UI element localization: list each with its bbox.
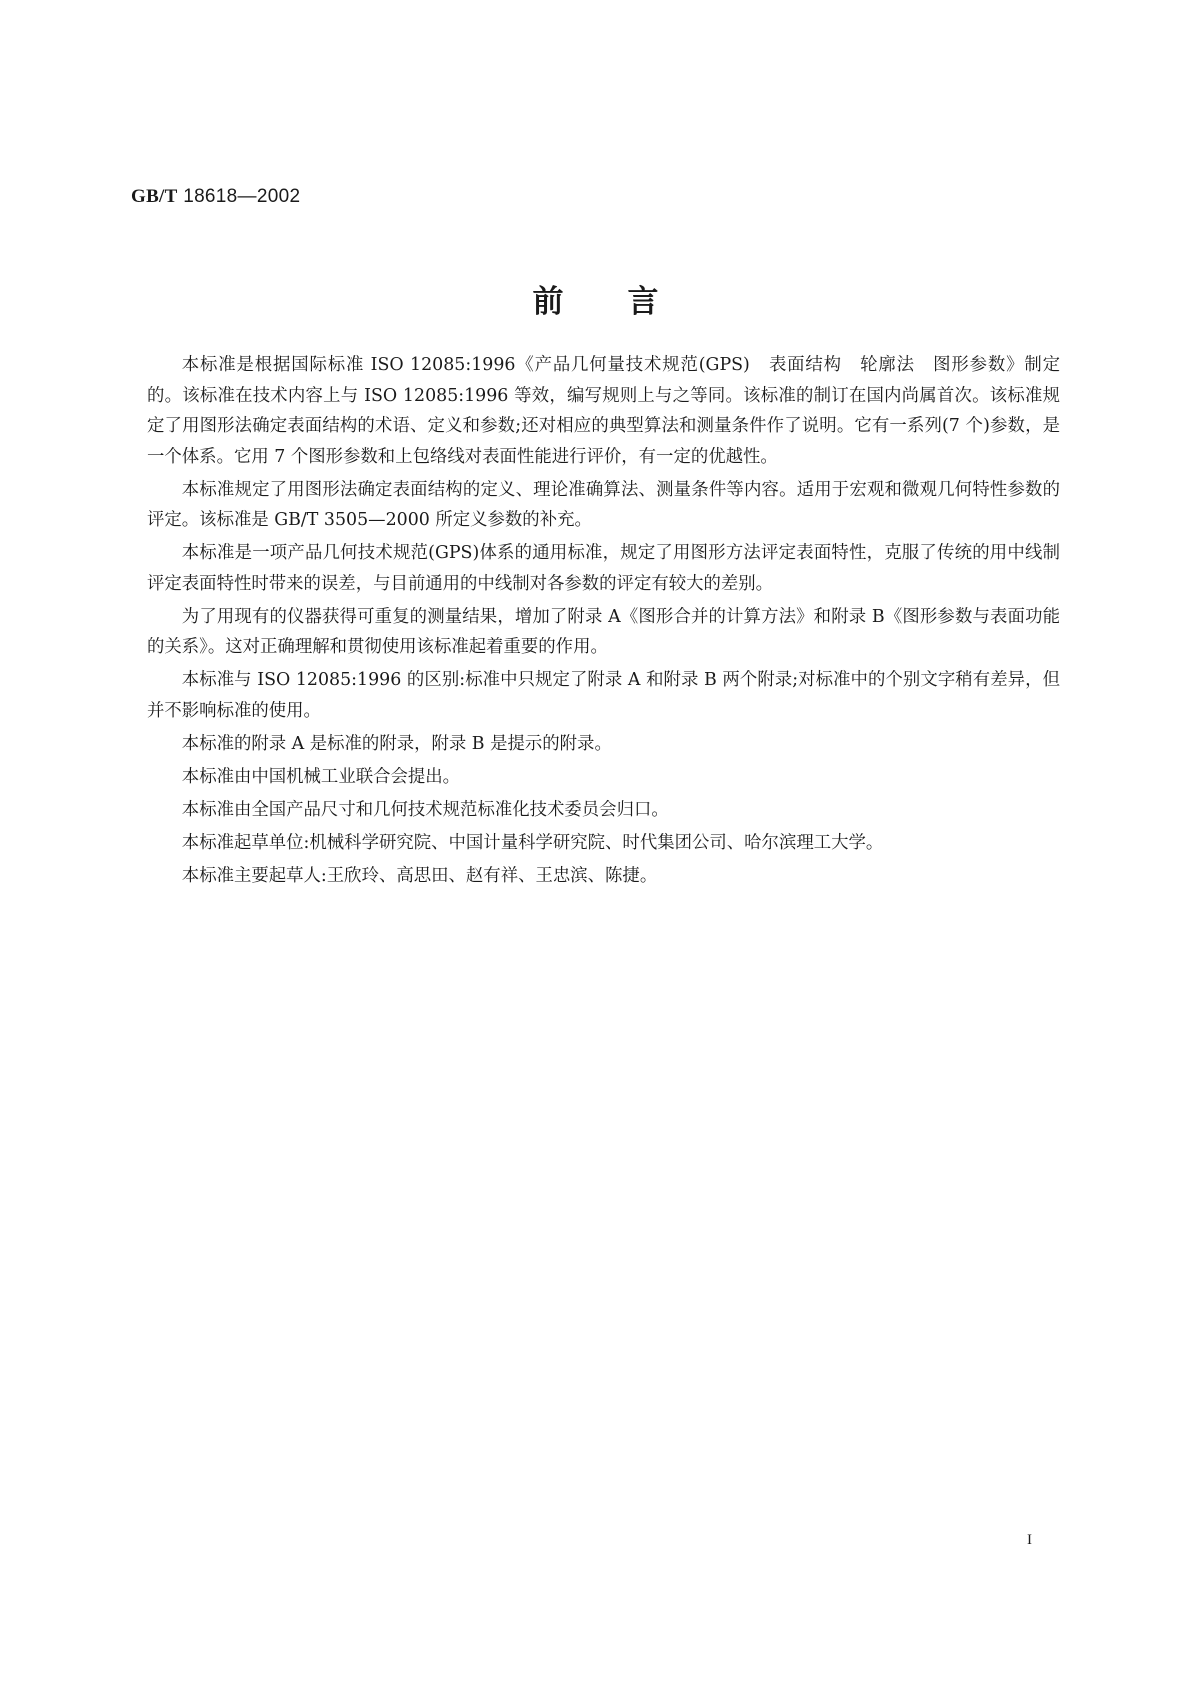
- standard-code-prefix: GB/T: [131, 186, 178, 207]
- paragraph-general-standard: 本标准是一项产品几何技术规范(GPS)体系的通用标准，规定了用图形方法评定表面特性，克服了传统的用中线制评定表面特性时带来的误差，与目前通用的中线制对各参数的评定有较大的差别。: [147, 543, 1060, 594]
- standard-code-number: 18618—2002: [183, 186, 301, 207]
- paragraph-centralized-by: 本标准由全国产品尺寸和几何技术规范标准化技术委员会归口。: [181, 799, 669, 820]
- paragraph-drafting-units: 本标准起草单位:机械科学研究院、中国计量科学研究院、时代集团公司、哈尔滨理工大学。: [181, 832, 884, 853]
- standard-code-header: [131, 186, 300, 208]
- page-number: I: [1027, 1532, 1032, 1548]
- paragraph-basis: 本标准是根据国际标准 ISO 12085:1996《产品几何量技术规范(GPS) 表面结构 轮廓法 图形参数》制定的。该标准在技术内容上与 ISO 12085:1996 等效，编写规则上与之等同。该标准的制订在国内尚属首次。该标准规定了用图形法确定表面结构的术语、定义和参数;还对相应的典型算法和测量条件作了说明。它有一系列(7 个)参数，是一个体系。它用 7 个图形参数和上包络线对表面性能进行评价，有一定的优越性。: [147, 355, 1060, 467]
- paragraph-proposed-by: 本标准由中国机械工业联合会提出。: [181, 766, 461, 787]
- paragraph-annex-status: 本标准的附录 A 是标准的附录，附录 B 是提示的附录。: [181, 733, 612, 754]
- paragraph-differences: 本标准与 ISO 12085:1996 的区别:标准中只规定了附录 A 和附录 B 两个附录;对标准中的个别文字稍有差异，但并不影响标准的使用。: [147, 670, 1060, 721]
- paragraph-drafters: 本标准主要起草人:王欣玲、高思田、赵有祥、王忠滨、陈捷。: [181, 865, 658, 886]
- paragraph-scope: 本标准规定了用图形法确定表面结构的定义、理论准确算法、测量条件等内容。适用于宏观和微观几何特性参数的评定。该标准是 GB/T 3505—2000 所定义参数的补充。: [147, 479, 1060, 530]
- paragraph-annexes-added: 为了用现有的仪器获得可重复的测量结果，增加了附录 A《图形合并的计算方法》和附录 B《图形参数与表面功能的关系》。这对正确理解和贯彻使用该标准起着重要的作用。: [147, 606, 1060, 657]
- foreword-body: [147, 350, 1060, 894]
- page-title: 前言: [532, 284, 723, 320]
